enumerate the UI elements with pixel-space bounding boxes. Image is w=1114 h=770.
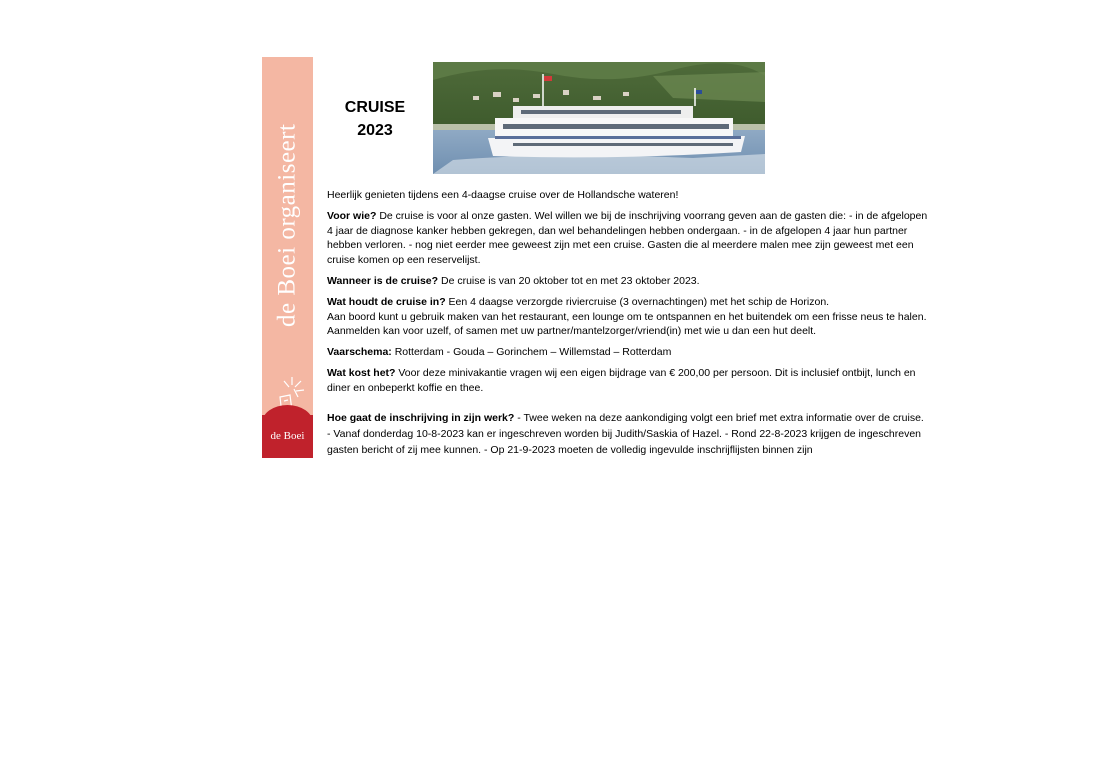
cruise-ship-photo (433, 62, 765, 174)
what-text: Een 4 daagse verzorgde riviercruise (3 overnachtingen) met het schip de Horizon. (445, 296, 830, 309)
what-text-2: Aan boord kunt u gebruik maken van het restaurant, een lounge om te ontspannen en het buitendek om een frisse neus te halen. Aanmelden kan voor uzelf, of samen met uw partner/mantelzorger/vriend(in) met wie u dan een hut deelt. (327, 310, 927, 338)
schedule-label: Vaarschema: (327, 346, 392, 359)
logo-label: de Boei (270, 430, 305, 442)
organizer-vertical-text: de Boei organiseert (273, 123, 301, 327)
signup-label: Hoe gaat de inschrijving in zijn werk? (327, 411, 515, 424)
signup-text: - Twee weken na deze aankondiging volgt een brief met extra informatie over de cruise. - Vanaf donderdag 10-8-2023 kan er ingeschreven worden bij Judith/Saskia of Hazel. - Rond 22-8-2023 krijgen de ingeschreven gasten bericht of zij mee kunnen. - Op 21-9-2023 moeten de volledig ingevulde inschrijflijsten binnen zijn (327, 411, 924, 456)
sidebar-band (262, 57, 313, 458)
who-text: De cruise is voor al onze gasten. Wel willen we bij de inschrijving voorrang geven aan de gasten die: - in de afgelopen 4 jaar de diagnose kanker hebben gekregen, dan wel behandelingen hebben ondergaan. - in de afgelopen 4 jaar hun partner hebben verloren. - nog niet eerder mee geweest zijn met een cruise. Gasten die al meerdere malen mee zijn geweest met een cruise komen op een reservelijst. (327, 210, 928, 266)
when-paragraph (327, 274, 929, 289)
when-text: De cruise is van 20 oktober tot en met 23 oktober 2023. (438, 274, 700, 287)
cost-text: Voor deze minivakantie vragen wij een eigen bijdrage van € 200,00 per persoon. Dit is inclusief ontbijt, lunch en diner en onbeperkt koffie en thee. (327, 367, 916, 395)
intro-paragraph (327, 188, 929, 203)
who-paragraph (327, 209, 929, 267)
cost-paragraph (327, 366, 929, 395)
what-paragraph (327, 295, 929, 339)
when-label: Wanneer is de cruise? (327, 274, 439, 287)
page-title (330, 96, 420, 142)
cost-label: Wat kost het? (327, 367, 396, 380)
title-line-2: 2023 (357, 122, 393, 139)
what-label: Wat houdt de cruise in? (327, 296, 446, 309)
intro-text: Heerlijk genieten tijdens een 4-daagse cruise over de Hollandsche wateren! (327, 189, 679, 201)
who-label: Voor wie? (327, 210, 377, 223)
signup-paragraph (327, 410, 929, 458)
schedule-paragraph (327, 345, 929, 360)
article-body (327, 188, 929, 464)
schedule-text: Rotterdam - Gouda – Gorinchem – Willemstad – Rotterdam (391, 346, 672, 359)
title-line-1: CRUISE (344, 99, 406, 116)
